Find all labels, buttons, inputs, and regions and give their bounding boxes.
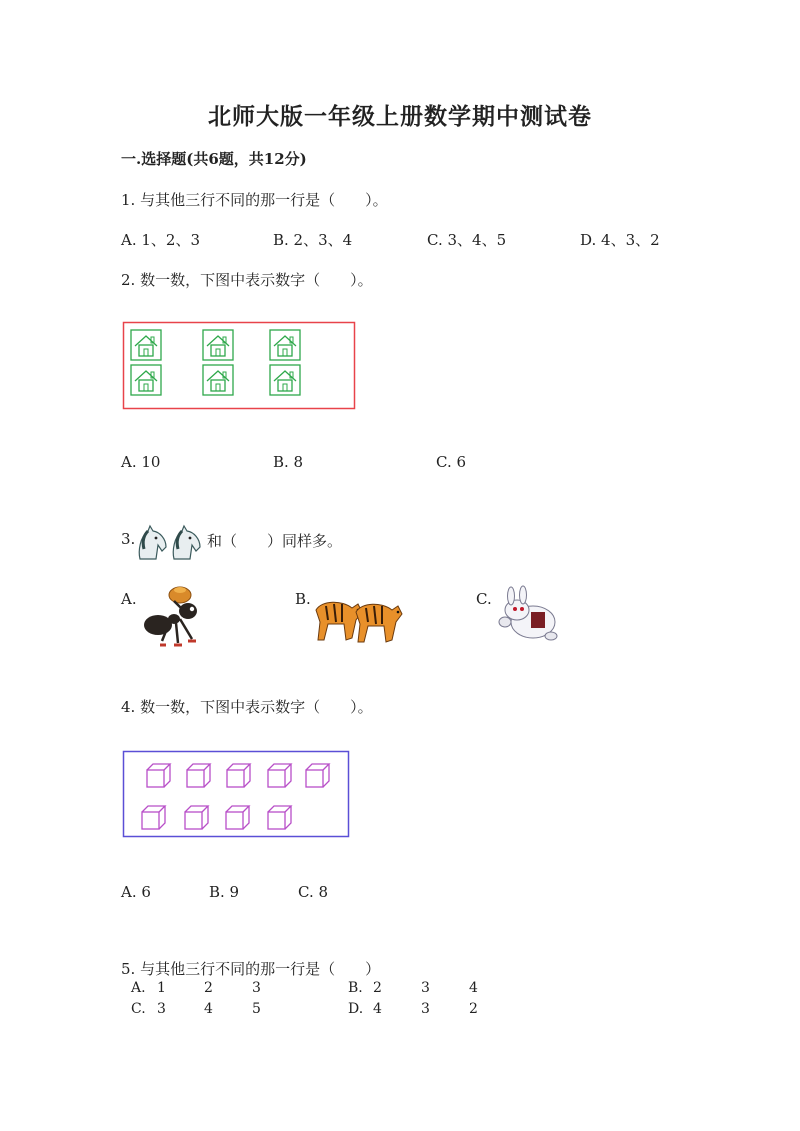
question-3-stem: 和（ ）同样多。 bbox=[207, 532, 343, 550]
question-2-stem: 2. 数一数，下图中表示数字（ ）。 bbox=[121, 271, 373, 289]
question-3-number: 3. bbox=[121, 530, 136, 548]
q5-b-num: 3 bbox=[421, 980, 430, 996]
q2-option-a[interactable]: A. 10 bbox=[121, 453, 161, 471]
cube-icon bbox=[185, 806, 208, 829]
house-figure bbox=[123, 322, 355, 409]
q5-option-a[interactable]: A. bbox=[131, 980, 146, 996]
q4-option-a[interactable]: A. 6 bbox=[121, 883, 151, 901]
house-icon bbox=[131, 330, 161, 360]
cube-icon bbox=[306, 764, 329, 787]
q5-a-num: 3 bbox=[252, 980, 261, 996]
horse-icon bbox=[173, 526, 200, 559]
section-heading: 一.选择题(共6题，共12分) bbox=[121, 150, 307, 168]
question-4-stem: 4. 数一数，下图中表示数字（ ）。 bbox=[121, 698, 373, 716]
q3-option-b[interactable]: B. bbox=[295, 590, 311, 608]
q5-d-num: 2 bbox=[469, 1001, 478, 1017]
cube-icon bbox=[187, 764, 210, 787]
cube-icon bbox=[227, 764, 250, 787]
tiger-icon bbox=[356, 604, 402, 642]
q5-d-num: 4 bbox=[373, 1001, 382, 1017]
question-5-stem: 5. 与其他三行不同的那一行是（ ） bbox=[121, 960, 381, 978]
q5-a-num: 2 bbox=[204, 980, 213, 996]
q1-option-c[interactable]: C. 3、4、5 bbox=[427, 231, 507, 249]
q5-a-num: 1 bbox=[157, 980, 166, 996]
cube-icon bbox=[142, 806, 165, 829]
q5-c-num: 5 bbox=[252, 1001, 261, 1017]
house-icon bbox=[203, 365, 233, 395]
rabbit-image bbox=[495, 588, 563, 644]
house-icon bbox=[203, 330, 233, 360]
tigers-image bbox=[312, 590, 404, 648]
q1-option-b[interactable]: B. 2、3、4 bbox=[273, 231, 353, 249]
horses-image bbox=[136, 525, 206, 563]
q5-c-num: 4 bbox=[204, 1001, 213, 1017]
q1-option-d[interactable]: D. 4、3、2 bbox=[580, 231, 660, 249]
q5-option-b[interactable]: B. bbox=[348, 980, 363, 996]
q4-option-c[interactable]: C. 8 bbox=[298, 883, 329, 901]
cube-figure bbox=[123, 751, 349, 837]
cube-icon bbox=[226, 806, 249, 829]
tiger-icon bbox=[316, 602, 362, 640]
cube-icon bbox=[268, 806, 291, 829]
q2-option-b[interactable]: B. 8 bbox=[273, 453, 304, 471]
q1-option-a[interactable]: A. 1、2、3 bbox=[121, 231, 200, 249]
horse-icon bbox=[139, 526, 166, 559]
ant-image bbox=[140, 585, 208, 651]
cube-icon bbox=[147, 764, 170, 787]
q5-c-num: 3 bbox=[157, 1001, 166, 1017]
q5-d-num: 3 bbox=[421, 1001, 430, 1017]
house-icon bbox=[270, 365, 300, 395]
q3-option-c[interactable]: C. bbox=[476, 590, 492, 608]
cube-icon bbox=[268, 764, 291, 787]
q5-option-c[interactable]: C. bbox=[131, 1001, 146, 1017]
q5-option-d[interactable]: D. bbox=[348, 1001, 364, 1017]
question-1-stem: 1. 与其他三行不同的那一行是（ ）。 bbox=[121, 191, 388, 209]
q5-b-num: 2 bbox=[373, 980, 382, 996]
house-icon bbox=[270, 330, 300, 360]
house-icon bbox=[131, 365, 161, 395]
q5-b-num: 4 bbox=[469, 980, 478, 996]
q3-option-a[interactable]: A. bbox=[121, 590, 137, 608]
page-title: 北师大版一年级上册数学期中测试卷 bbox=[208, 103, 592, 130]
q4-option-b[interactable]: B. 9 bbox=[209, 883, 240, 901]
q2-option-c[interactable]: C. 6 bbox=[436, 453, 467, 471]
